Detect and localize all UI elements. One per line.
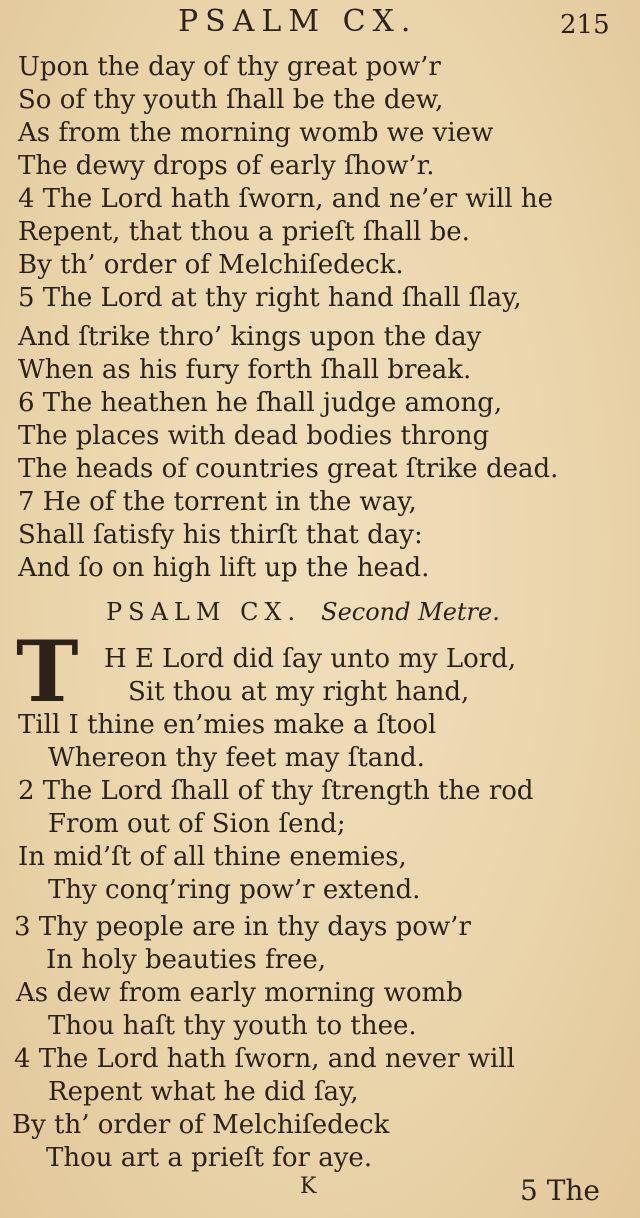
verse-line: Sit thou at my right hand, [128, 677, 470, 707]
verse-line: 2 The Lord ſhall of thy ſtrength the rod [18, 776, 534, 806]
verse-line: Repent what he did ſay, [48, 1077, 359, 1107]
running-head-title: PSALM CX. [178, 4, 418, 39]
verse-line: 3 Thy people are in thy days pow’r [14, 912, 471, 942]
verse-line: Whereon thy feet may ſtand. [48, 743, 425, 773]
section-heading-metre: Second Metre. [321, 598, 500, 626]
verse-line: Upon the day of thy great pow’r [18, 52, 441, 82]
verse-line: As from the morning womb we view [18, 118, 494, 148]
verse-line: 5 The Lord at thy right hand ſhall ſlay, [18, 283, 522, 313]
verse-line: Thou haſt thy youth to thee. [48, 1011, 417, 1041]
section-heading-psalm: PSALM CX. [106, 598, 302, 626]
verse-line: H E Lord did ſay unto my Lord, [104, 644, 517, 674]
verse-line: The places with dead bodies throng [18, 421, 490, 451]
verse-line: 4 The Lord hath ſworn, and ne’er will he [18, 184, 553, 214]
verse-line: In holy beauties free, [46, 945, 327, 975]
verse-line: 4 The Lord hath ſworn, and never will [14, 1044, 515, 1074]
drop-cap-letter: T [16, 622, 79, 721]
verse-line: Shall ſatisfy his thirſt that day: [18, 520, 423, 550]
verse-line: Repent, that thou a prieſt ſhall be. [18, 217, 470, 247]
verse-line: Till I thine en’mies make a ſtool [18, 710, 437, 740]
verse-line: And ſtrike thro’ kings upon the day [18, 322, 482, 352]
verse-line: Thou art a prieſt for aye. [46, 1143, 373, 1173]
page-number: 215 [560, 10, 610, 40]
verse-line: When as his fury forth ſhall break. [18, 355, 472, 385]
verse-line: 6 The heathen he ſhall judge among, [18, 388, 503, 418]
catchword: 5 The [520, 1174, 600, 1207]
signature-mark: K [300, 1174, 317, 1199]
verse-line: As dew from early morning womb [16, 978, 463, 1008]
verse-line: By th’ order of Melchiſedeck [12, 1110, 390, 1140]
section-heading [106, 598, 500, 626]
verse-line: From out of Sion ſend; [48, 809, 346, 839]
verse-line: The dewy drops of early ſhow’r. [18, 151, 435, 181]
verse-line: And ſo on high lift up the head. [18, 553, 430, 583]
verse-line: So of thy youth ſhall be the dew, [18, 85, 444, 115]
verse-line: 7 He of the torrent in the way, [18, 487, 417, 517]
verse-line: Thy conq’ring pow’r extend. [48, 875, 421, 905]
verse-line: The heads of countries great ſtrike dead. [18, 454, 559, 484]
verse-line: By th’ order of Melchiſedeck. [18, 250, 404, 280]
verse-line: In mid’ſt of all thine enemies, [18, 842, 407, 872]
